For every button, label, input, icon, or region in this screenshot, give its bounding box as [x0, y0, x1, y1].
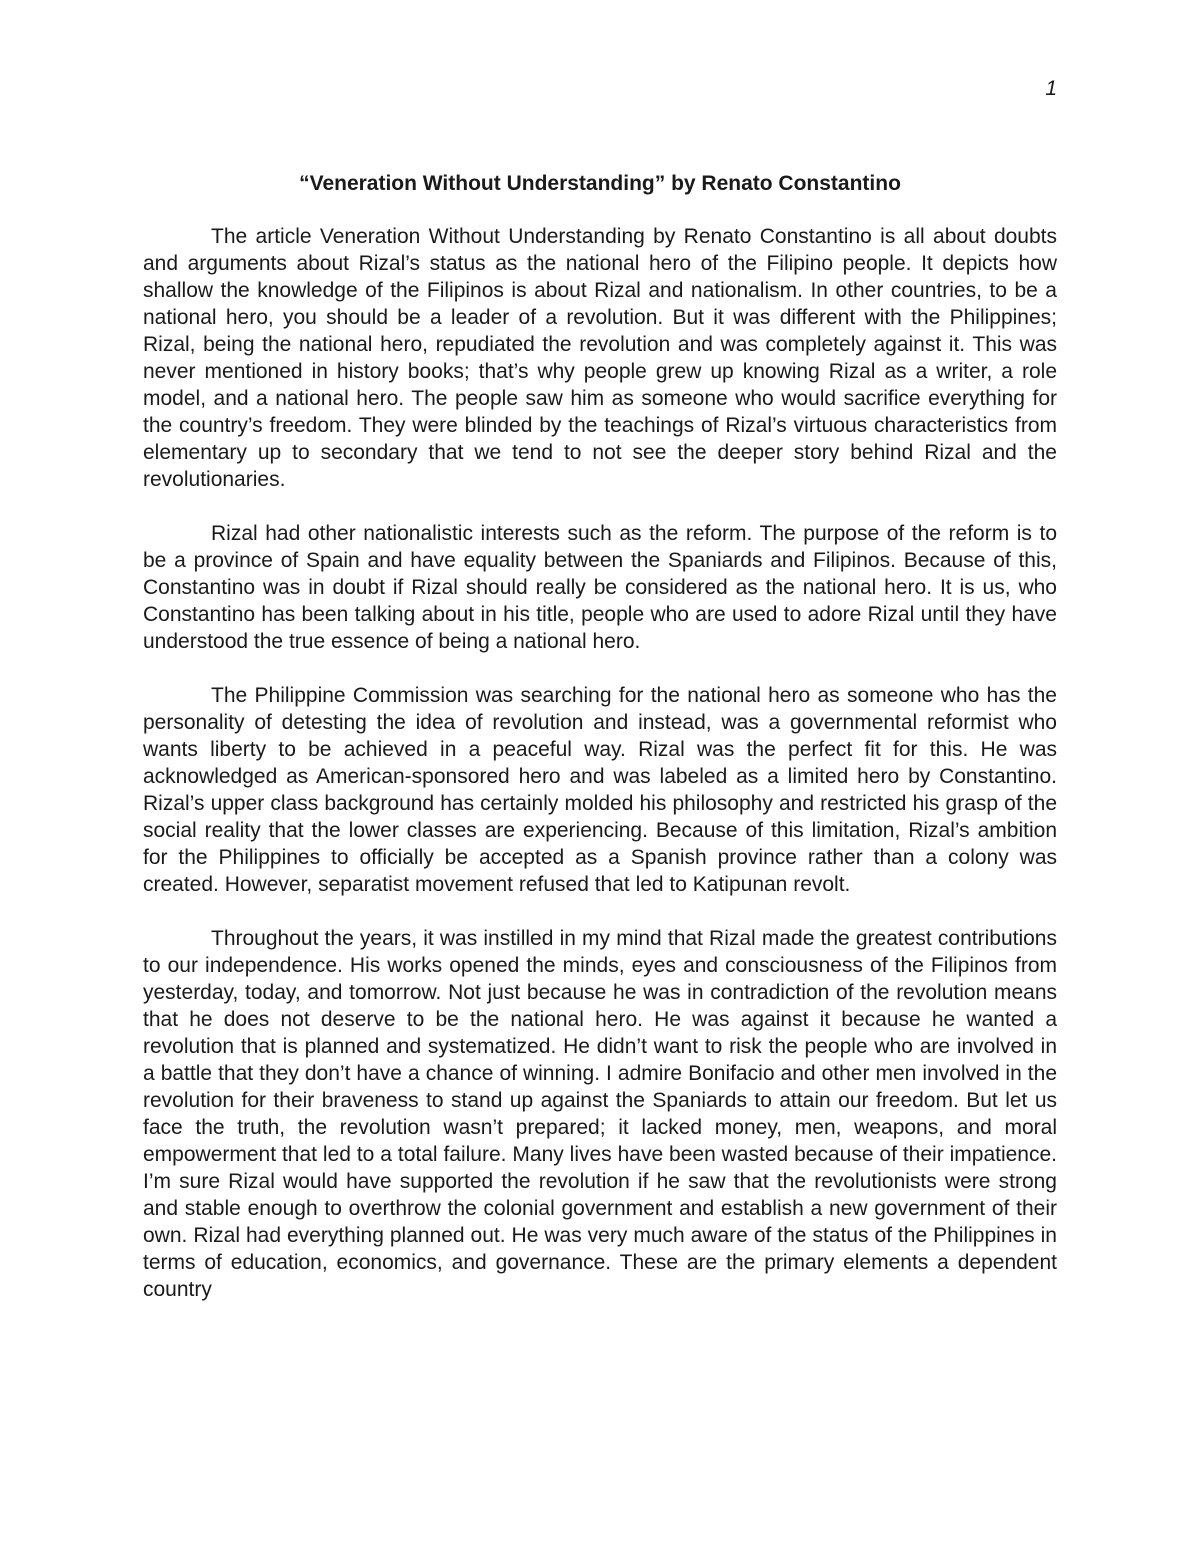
paragraph: The article Veneration Without Understanding by Renato Constantino is all about doubts and arguments about Rizal’s status as the national hero of the Filipino people. It depicts how shallow the knowledge of the Filipinos is about Rizal and nationalism. In other countries, to be a national hero, you should be a leader of a revolution. But it was different with the Philippines; Rizal, being the national hero, repudiated the revolution and was completely against it. This was never mentioned in history books; that’s why people grew up knowing Rizal as a writer, a role model, and a national hero. The people saw him as someone who would sacrifice everything for the country’s freedom. They were blinded by the teachings of Rizal’s virtuous characteristics from elementary up to secondary that we tend to not see the deeper story behind Rizal and the revolutionaries. — [143, 225, 1057, 491]
document-title: “Veneration Without Understanding” by Renato Constantino — [299, 172, 901, 195]
paragraph: The Philippine Commission was searching for the national hero as someone who has the personality of detesting the idea of revolution and instead, was a governmental reformist who wants liberty to be achieved in a peaceful way. Rizal was the perfect fit for this. He was acknowledged as American-sponsored hero and was labeled as a limited hero by Constantino. Rizal’s upper class background has certainly molded his philosophy and restricted his grasp of the social reality that the lower classes are experiencing. Because of this limitation, Rizal’s ambition for the Philippines to officially be accepted as a Spanish province rather than a colony was created. However, separatist movement refused that led to Katipunan revolt. — [143, 684, 1057, 896]
paragraph: Rizal had other nationalistic interests such as the reform. The purpose of the reform is to be a province of Spain and have equality between the Spaniards and Filipinos. Because of this, Constantino was in doubt if Rizal should really be considered as the national hero. It is us, who Constantino has been talking about in his title, people who are used to adore Rizal until they have understood the true essence of being a national hero. — [143, 522, 1057, 653]
document-body — [143, 223, 1057, 1330]
page-number: 1 — [1045, 77, 1057, 100]
paragraph: Throughout the years, it was instilled in my mind that Rizal made the greatest contributions to our independence. His works opened the minds, eyes and consciousness of the Filipinos from yesterday, today, and tomorrow. Not just because he was in contradiction of the revolution means that he does not deserve to be the national hero. He was against it because he wanted a revolution that is planned and systematized. He didn’t want to risk the people who are involved in a battle that they don’t have a chance of winning. I admire Bonifacio and other men involved in the revolution for their braveness to stand up against the Spaniards to attain our freedom. But let us face the truth, the revolution wasn’t prepared; it lacked money, men, weapons, and moral empowerment that led to a total failure. Many lives have been wasted because of their impatience. I’m sure Rizal would have supported the revolution if he saw that the revolutionists were strong and stable enough to overthrow the colonial government and establish a new government of their own. Rizal had everything planned out. He was very much aware of the status of the Philippines in terms of education, economics, and governance. These are the primary elements a dependent country — [143, 927, 1057, 1301]
